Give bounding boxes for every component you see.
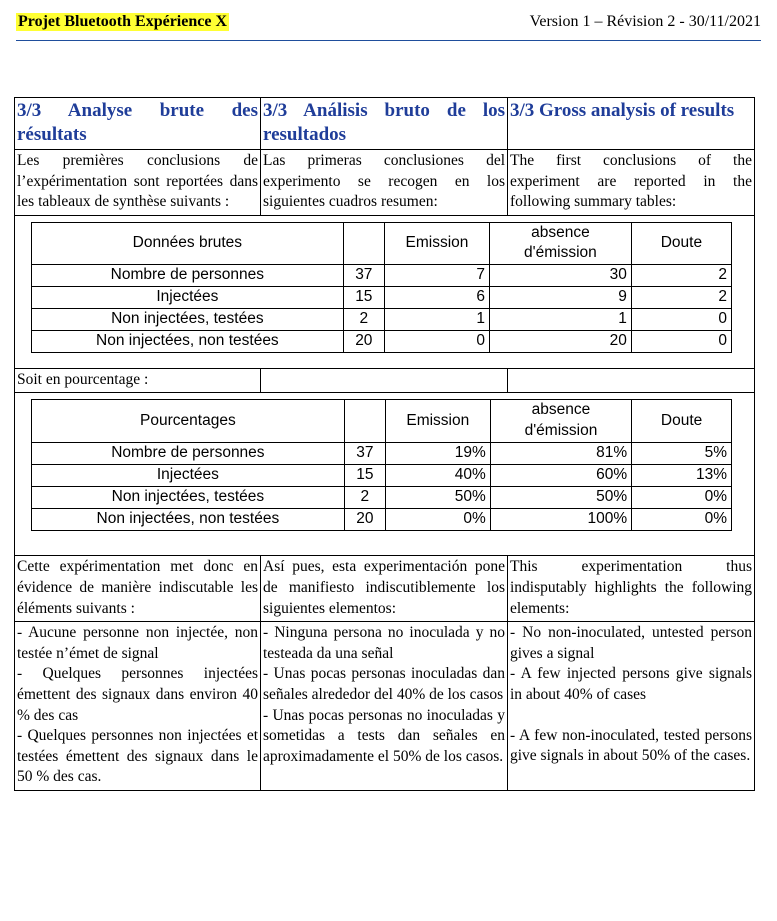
header-cell [343,222,384,264]
header-cell: Données brutes [32,222,344,264]
header-cell [344,400,385,442]
table-cell: 30 [489,264,631,286]
table-cell: Injectées [32,464,345,486]
table-cell: 0 [384,330,489,352]
table-cell: 50% [385,486,490,508]
evidence-es: Así pues, esta experimentación pone de manifiesto indiscutiblemente los siguientes elementos: [261,556,508,622]
table-cell: 7 [384,264,489,286]
header-cell: Emission [385,400,490,442]
finding-item: - Quelques personnes non injectées et testées émettent des signaux dans le 50 % des cas. [17,727,258,786]
table-cell: Nombre de personnes [32,442,345,464]
table-row [32,442,732,464]
title-es: 3/3 Análisis bruto de los resultados [261,98,508,150]
table-cell: 2 [343,308,384,330]
evidence-en: This experimentation thus indisputably highlights the following elements: [508,556,755,622]
analysis-table [14,97,755,791]
table-cell: 20 [343,330,384,352]
table-cell: 60% [490,464,631,486]
header-row [32,400,732,442]
findings-en [508,622,755,791]
finding-item: - No non-inoculated, untested person gives a signal [510,624,752,662]
finding-item: - A few injected persons give signals in about 40% of cases [510,665,752,703]
evidence-fr: Cette expérimentation met donc en évidence de manière indiscutable les éléments suivants : [15,556,261,622]
table-cell: 9 [489,286,631,308]
table-cell: Nombre de personnes [32,264,344,286]
finding-item: - A few non-inoculated, tested persons give signals in about 50% of the cases. [510,726,752,765]
project-title: Projet Bluetooth Expérience X [18,13,227,30]
percent-data-table [31,399,732,530]
finding-item: - Unas pocas personas inoculadas dan señales alrededor del 40% de los casos [263,665,505,703]
percent-label: Soit en pourcentage : [15,368,261,393]
table-cell: 6 [384,286,489,308]
table-row [32,286,732,308]
table-cell: 81% [490,442,631,464]
header-cell: Doute [632,400,732,442]
table-cell: 1 [384,308,489,330]
table-cell: 15 [344,464,385,486]
table-cell: 5% [632,442,732,464]
findings-fr [15,622,261,791]
header-cell: absence d'émission [489,222,631,264]
intro-en: The first conclusions of the experiment are reported in the following summary tables: [508,150,755,216]
table-cell: Injectées [32,286,344,308]
table-cell: 20 [489,330,631,352]
table-cell: 37 [344,442,385,464]
raw-data-cell [15,215,755,368]
table-cell: 2 [344,486,385,508]
raw-data-table [31,222,732,353]
finding-item: - Quelques personnes injectées émettent des signaux dans environ 40 % des cas [17,665,258,724]
table-cell: 50% [490,486,631,508]
table-cell: 0 [631,308,731,330]
table-row [32,264,732,286]
table-cell: 40% [385,464,490,486]
finding-item: - Ninguna persona no inoculada y no testeada da una señal [263,624,505,662]
table-row [32,464,732,486]
finding-item: - Aucune personne non injectée, non testée n’émet de signal [17,624,258,662]
table-cell: 13% [632,464,732,486]
header-row [32,222,732,264]
findings-es [261,622,508,791]
table-cell: Non injectées, non testées [32,330,344,352]
empty-cell [261,368,508,393]
table-cell: 1 [489,308,631,330]
finding-item [510,706,752,726]
intro-fr: Les premières conclusions de l’expérimentation sont reportées dans les tableaux de synthèse suivants : [15,150,261,216]
table-cell: 15 [343,286,384,308]
table-cell: 0 [631,330,731,352]
title-en: 3/3 Gross analysis of results [508,98,755,150]
finding-item: - Unas pocas personas no inoculadas y sometidas a tests dan señales en aproximadamente el 50% de los casos. [263,706,505,765]
header-cell: Doute [631,222,731,264]
table-row [32,330,732,352]
table-cell: 0% [632,486,732,508]
table-cell: 100% [490,508,631,530]
header-cell: Pourcentages [32,400,345,442]
empty-cell [508,368,755,393]
table-cell: Non injectées, non testées [32,508,345,530]
intro-es: Las primeras conclusiones del experimento se recogen en los siguientes cuadros resumen: [261,150,508,216]
table-cell: 0% [632,508,732,530]
table-row [32,486,732,508]
page-header [16,10,761,41]
table-row [32,508,732,530]
header-cell: absence d'émission [490,400,631,442]
percent-data-cell [15,393,755,556]
header-cell: Emission [384,222,489,264]
table-cell: 20 [344,508,385,530]
version-info: Version 1 – Révision 2 - 30/11/2021 [529,13,761,30]
table-cell: Non injectées, testées [32,308,344,330]
table-cell: 0% [385,508,490,530]
table-cell: Non injectées, testées [32,486,345,508]
table-cell: 2 [631,264,731,286]
table-cell: 2 [631,286,731,308]
table-cell: 19% [385,442,490,464]
title-fr: 3/3 Analyse brute des résultats [15,98,261,150]
table-cell: 37 [343,264,384,286]
table-row [32,308,732,330]
